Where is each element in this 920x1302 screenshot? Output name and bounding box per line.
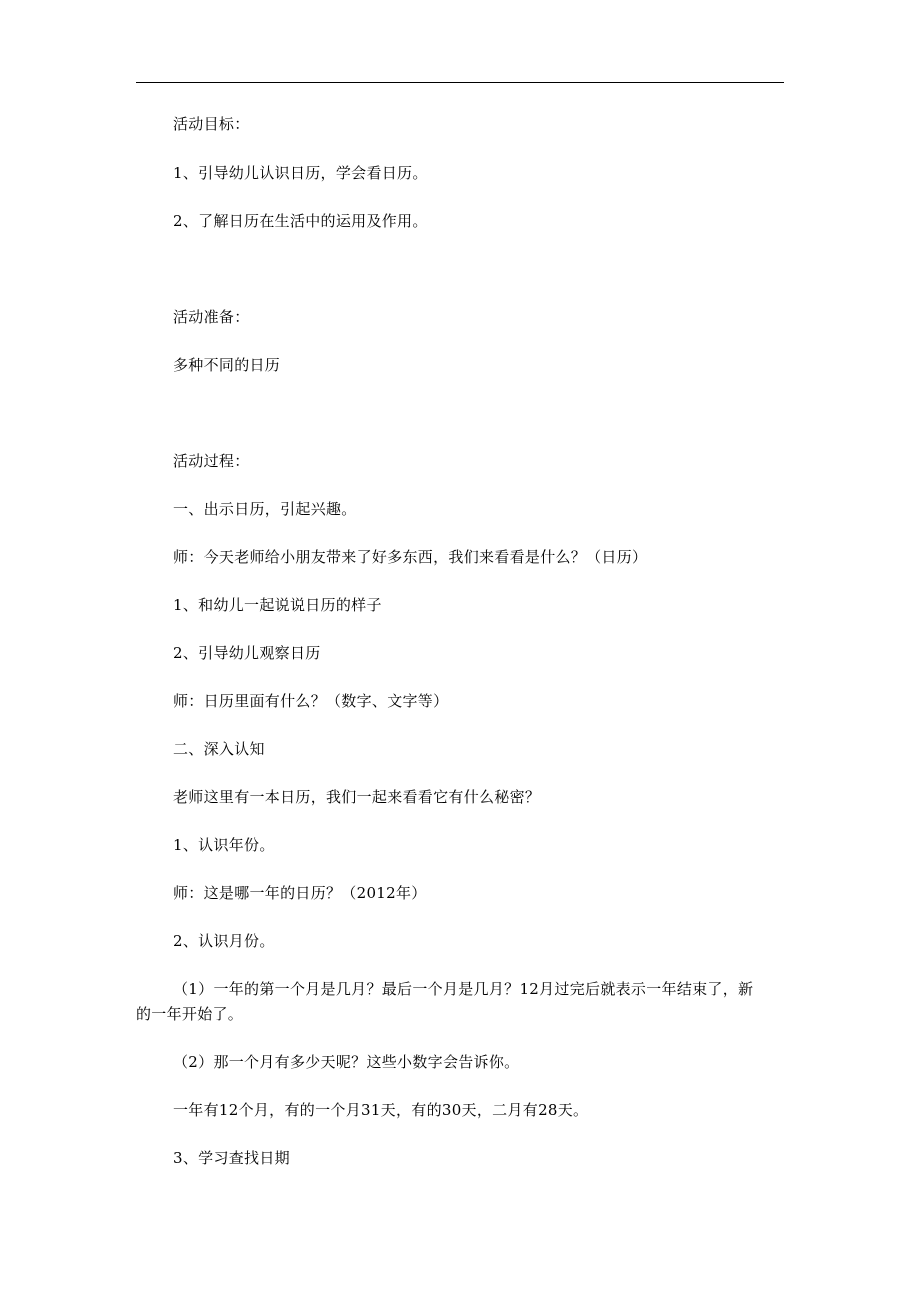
goal-item-1: 1、引导幼儿认识日历，学会看日历。: [173, 164, 428, 182]
step-1-item-2: 2、引导幼儿观察日历: [173, 644, 321, 662]
step-2-question-1-line-2: 的一年开始了。: [136, 1005, 244, 1023]
step-2-months-fact: 一年有12个月，有的一个月31天，有的30天，二月有28天。: [173, 1101, 589, 1119]
step-1-teacher-line-2: 师：日历里面有什么？（数字、文字等）: [173, 692, 449, 710]
step-2-question-1-line-1: （1）一年的第一个月是几月？最后一个月是几月？12月过完后就表示一年结束了，新: [173, 980, 754, 998]
step-1-teacher-line: 师：今天老师给小朋友带来了好多东西，我们来看看是什么？（日历）: [173, 548, 648, 566]
step-2-item-2: 2、认识月份。: [173, 932, 275, 950]
step-2-item-3: 3、学习查找日期: [173, 1149, 290, 1167]
step-2-question-2: （2）那一个月有多少天呢？这些小数字会告诉你。: [173, 1053, 520, 1071]
prep-text: 多种不同的日历: [173, 356, 281, 374]
process-heading: 活动过程：: [173, 452, 250, 470]
step-2-title: 二、深入认知: [173, 740, 265, 758]
goals-heading: 活动目标：: [173, 115, 250, 133]
step-2-teacher-year: 师：这是哪一年的日历？（2012年）: [173, 884, 427, 902]
prep-heading: 活动准备：: [173, 308, 250, 326]
goal-item-2: 2、了解日历在生活中的运用及作用。: [173, 212, 428, 230]
step-2-intro: 老师这里有一本日历，我们一起来看看它有什么秘密？: [173, 788, 541, 806]
header-rule: [136, 82, 784, 83]
step-2-item-1: 1、认识年份。: [173, 836, 275, 854]
step-1-item-1: 1、和幼儿一起说说日历的样子: [173, 596, 382, 614]
step-1-title: 一、出示日历，引起兴趣。: [173, 500, 357, 518]
